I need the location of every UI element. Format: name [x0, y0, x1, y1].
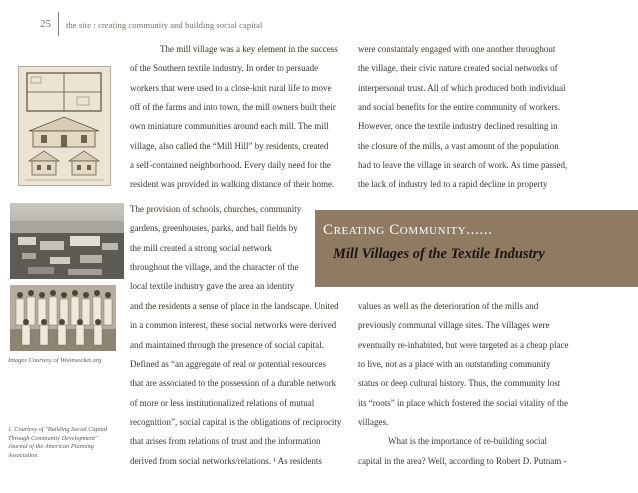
text-line: off of the farms and into town, the mill owners built their — [130, 102, 336, 113]
text-line: the lack of industry led to a rapid decline in property — [358, 179, 548, 190]
header-divider — [58, 12, 59, 36]
text-line: had to leave the village in search of work. As time passed, — [358, 160, 568, 171]
text-line: the mill created a strong social network — [130, 242, 272, 253]
page-number: 25 — [40, 18, 51, 30]
text-line: gardens, greenhouses, parks, and ball fields by — [130, 223, 298, 234]
text-line: to live, not as a place with an outstanding community — [358, 359, 551, 370]
section-banner — [315, 210, 638, 287]
text-line: village, also called the “Mill Hill” by residents, created — [130, 140, 329, 151]
text-line: interpersonal trust. All of which produced both individual — [358, 82, 566, 93]
text-line: eventually re-inhabited, but were targeted as a cheap place — [358, 339, 569, 350]
text-line: the village, their civic nature created social networks of — [358, 63, 558, 74]
column-a-top — [130, 40, 348, 195]
text-line: in a common interest, these social networks were derived — [130, 320, 337, 331]
text-line: The mill village was a key element in the success — [160, 44, 338, 54]
text-line: resident was provided in walking distance of their home. — [130, 179, 335, 190]
image-credit: Images Courtesy of Woonsocket.org — [8, 357, 102, 364]
text-line: What is the importance of re-building social — [388, 436, 547, 447]
text-line: the closure of the mills, a vast amount of the population — [358, 140, 559, 151]
text-line: throughout the village, and the character of the — [130, 262, 299, 273]
text-line: its “roots” in place which fostered the social vitality of the — [358, 397, 568, 408]
text-line: capital in the area? Well, according to Robert D. Putnam - — [358, 455, 567, 466]
running-title: the site : creating community and building social capital — [66, 20, 263, 30]
mill-village-aerial-photo — [10, 203, 124, 279]
text-line: recognition”, social capital is the obligations of reciprocity — [130, 417, 342, 428]
text-line: villages. — [358, 417, 389, 428]
text-line: that arises from relations of trust and the information — [130, 436, 321, 447]
text-line: workers that were used to a close-knit rural life to move — [130, 82, 332, 93]
section-title: Creating Community...... — [323, 222, 493, 238]
text-line: previously communal village sites. The villages were — [358, 320, 550, 331]
text-line: own miniature communities around each mill. The mill — [130, 121, 329, 132]
text-line: However, once the textile industry declined resulting in — [358, 121, 558, 132]
text-line: local textile industry gave the area an identity — [130, 281, 295, 292]
footnote-credit: 1. Courtesy of "Building Social Capital Through Community Development" Journal of the American Planning Association. — [8, 426, 108, 459]
text-line: of more or less institutionalized relations of mutual — [130, 397, 315, 408]
column-a-bottom — [130, 297, 348, 471]
text-line: and social benefits for the entire community of workers. — [358, 102, 561, 113]
text-line: of the Southern textile industry. In order to persuade — [130, 63, 319, 74]
text-line: that are associated to the possession of a durable network — [130, 378, 337, 389]
text-line: The provision of schools, churches, community — [130, 204, 302, 214]
column-b-bottom — [358, 297, 588, 471]
text-line: status or deep cultural history. Thus, the community lost — [358, 378, 561, 389]
column-a-middle — [130, 200, 310, 297]
text-line: Defined as “an aggregate of real or potential resources — [130, 359, 326, 370]
text-line: were constantaly engaged with one another throughout — [358, 44, 556, 54]
column-b-top — [358, 40, 588, 195]
text-line: derived from social networks/relations. ¹ As residents — [130, 455, 322, 466]
page-header — [0, 0, 638, 40]
text-line: and maintained through the presence of social capital. — [130, 339, 324, 350]
mill-baseball-team-photo — [10, 285, 116, 351]
text-line: a self-contained neighborhood. Every daily need for the — [130, 160, 331, 171]
mill-house-plan-image — [18, 66, 111, 186]
text-line: values as well as the deterioration of the mills and — [358, 301, 539, 311]
text-line: and the residents a sense of place in the landscape. United — [130, 301, 339, 311]
section-subtitle: Mill Villages of the Textile Industry — [333, 246, 545, 262]
